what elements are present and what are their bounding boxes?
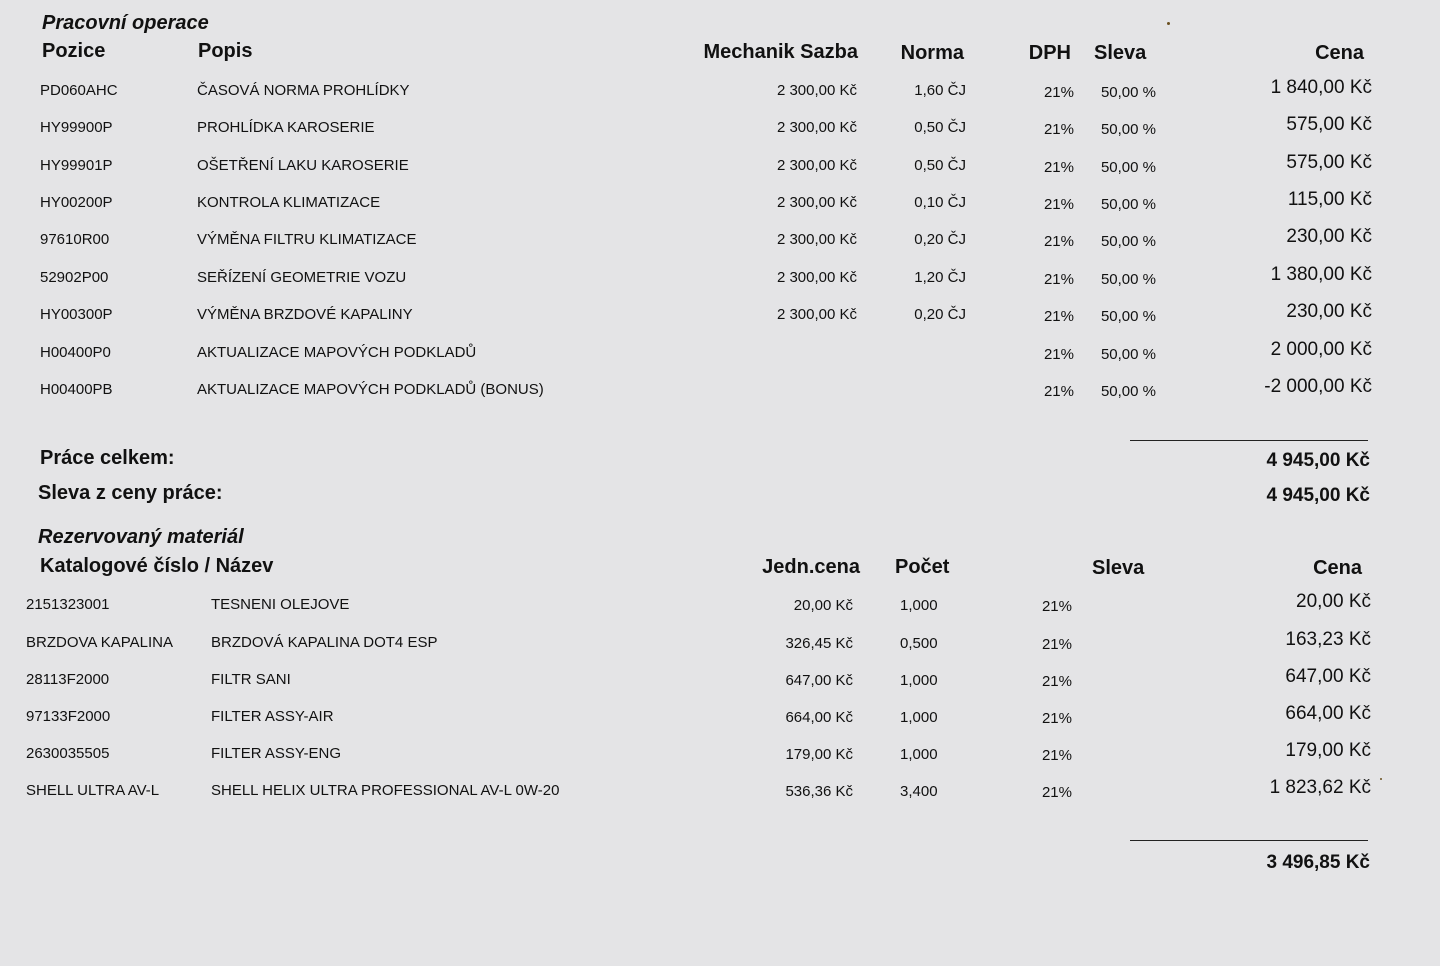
labor-price: 1 380,00 Kč	[1270, 264, 1372, 285]
header-description: Popis	[198, 40, 253, 62]
labor-norm: 1,60 ČJ	[914, 82, 966, 99]
labor-rate: 2 300,00 Kč	[776, 231, 857, 248]
header-norm: Norma	[900, 42, 964, 64]
material-vat: 21%	[1041, 784, 1072, 801]
labor-discount: 50,00 %	[1100, 271, 1156, 288]
labor-price: 230,00 Kč	[1286, 226, 1372, 247]
labor-code: HY99901P	[40, 157, 113, 174]
labor-discount: 50,00 %	[1100, 346, 1156, 363]
labor-discount-value: 4 945,00 Kč	[1266, 485, 1370, 506]
material-qty: 1,000	[900, 746, 938, 763]
header-material-price: Cena	[1313, 557, 1362, 579]
material-name: SHELL HELIX ULTRA PROFESSIONAL AV-L 0W-20	[211, 782, 560, 799]
labor-vat: 21%	[1043, 159, 1074, 176]
labor-vat: 21%	[1043, 346, 1074, 363]
material-qty: 1,000	[900, 597, 938, 614]
labor-norm: 1,20 ČJ	[914, 269, 966, 286]
material-qty: 3,400	[900, 783, 938, 800]
labor-description: ČASOVÁ NORMA PROHLÍDKY	[197, 82, 410, 99]
material-unit-price: 20,00 Kč	[793, 597, 853, 614]
labor-code: HY99900P	[40, 119, 113, 136]
labor-norm: 0,20 ČJ	[914, 231, 966, 248]
labor-description: VÝMĚNA BRZDOVÉ KAPALINY	[197, 306, 413, 323]
material-price: 163,23 Kč	[1285, 629, 1371, 650]
material-qty: 1,000	[900, 672, 938, 689]
labor-rate: 2 300,00 Kč	[776, 157, 857, 174]
header-unit-price: Jedn.cena	[762, 556, 860, 578]
labor-vat: 21%	[1043, 271, 1074, 288]
labor-description: SEŘÍZENÍ GEOMETRIE VOZU	[197, 269, 407, 286]
labor-total-divider	[1130, 440, 1368, 441]
material-code: SHELL ULTRA AV-L	[26, 782, 160, 799]
material-price: 20,00 Kč	[1296, 591, 1371, 612]
labor-price: 1 840,00 Kč	[1270, 77, 1372, 98]
material-price: 1 823,62 Kč	[1269, 777, 1371, 798]
material-qty: 1,000	[900, 709, 938, 726]
labor-discount: 50,00 %	[1100, 159, 1156, 176]
material-name: FILTR SANI	[211, 671, 291, 688]
labor-description: PROHLÍDKA KAROSERIE	[197, 119, 375, 136]
labor-price: 575,00 Kč	[1286, 114, 1372, 135]
labor-discount: 50,00 %	[1100, 383, 1156, 400]
material-price: 647,00 Kč	[1285, 666, 1371, 687]
labor-section-title: Pracovní operace	[42, 12, 209, 34]
header-price: Cena	[1315, 42, 1364, 64]
labor-norm: 0,20 ČJ	[914, 306, 966, 323]
material-code: 28113F2000	[26, 671, 110, 688]
labor-vat: 21%	[1043, 308, 1074, 325]
labor-rate: 2 300,00 Kč	[776, 269, 857, 286]
labor-discount-label: Sleva z ceny práce:	[38, 482, 223, 504]
header-material-discount: Sleva	[1092, 557, 1145, 579]
material-total-value: 3 496,85 Kč	[1266, 852, 1370, 873]
labor-rate: 2 300,00 Kč	[776, 306, 857, 323]
header-qty: Počet	[895, 556, 950, 578]
labor-code: 52902P00	[40, 269, 109, 286]
material-name: BRZDOVÁ KAPALINA DOT4 ESP	[211, 634, 438, 651]
labor-discount: 50,00 %	[1100, 233, 1156, 250]
labor-discount: 50,00 %	[1100, 121, 1156, 138]
material-vat: 21%	[1041, 673, 1072, 690]
material-unit-price: 326,45 Kč	[785, 635, 853, 652]
labor-discount: 50,00 %	[1100, 308, 1156, 325]
labor-price: 230,00 Kč	[1286, 301, 1372, 322]
material-vat: 21%	[1041, 598, 1072, 615]
labor-description: OŠETŘENÍ LAKU KAROSERIE	[197, 157, 409, 174]
labor-vat: 21%	[1043, 84, 1074, 101]
material-code: BRZDOVA KAPALINA	[26, 634, 173, 651]
scan-speck	[1167, 22, 1170, 25]
labor-norm: 0,50 ČJ	[914, 119, 966, 136]
labor-discount: 50,00 %	[1100, 84, 1156, 101]
material-vat: 21%	[1041, 636, 1072, 653]
material-name: FILTER ASSY-ENG	[211, 745, 342, 762]
labor-price: -2 000,00 Kč	[1264, 376, 1372, 397]
material-unit-price: 664,00 Kč	[785, 709, 853, 726]
labor-vat: 21%	[1043, 196, 1074, 213]
labor-code: H00400P0	[40, 344, 111, 361]
header-discount: Sleva	[1094, 42, 1147, 64]
labor-total-label: Práce celkem:	[40, 447, 175, 469]
labor-rate: 2 300,00 Kč	[776, 119, 857, 136]
labor-vat: 21%	[1043, 233, 1074, 250]
material-price: 664,00 Kč	[1285, 703, 1371, 724]
scan-speck	[1380, 778, 1382, 780]
labor-description: KONTROLA KLIMATIZACE	[197, 194, 381, 211]
labor-code: 97610R00	[40, 231, 110, 248]
material-name: FILTER ASSY-AIR	[211, 708, 334, 725]
material-unit-price: 647,00 Kč	[785, 672, 853, 689]
labor-norm: 0,10 ČJ	[914, 194, 966, 211]
material-unit-price: 179,00 Kč	[785, 746, 853, 763]
material-code: 2151323001	[26, 596, 110, 613]
header-rate: Mechanik Sazba	[703, 41, 858, 63]
labor-code: HY00200P	[40, 194, 113, 211]
labor-norm: 0,50 ČJ	[914, 157, 966, 174]
material-vat: 21%	[1041, 710, 1072, 727]
labor-total-value: 4 945,00 Kč	[1266, 450, 1370, 471]
labor-code: H00400PB	[40, 381, 113, 398]
material-unit-price: 536,36 Kč	[785, 783, 853, 800]
labor-rate: 2 300,00 Kč	[776, 82, 857, 99]
labor-price: 115,00 Kč	[1287, 189, 1372, 210]
labor-vat: 21%	[1043, 383, 1074, 400]
material-section-title: Rezervovaný materiál	[38, 526, 244, 548]
material-name: TESNENI OLEJOVE	[211, 596, 350, 613]
labor-code: HY00300P	[40, 306, 113, 323]
labor-description: VÝMĚNA FILTRU KLIMATIZACE	[197, 231, 417, 248]
labor-description: AKTUALIZACE MAPOVÝCH PODKLADŮ	[197, 344, 477, 361]
header-catalog: Katalogové číslo / Název	[40, 555, 274, 577]
labor-rate: 2 300,00 Kč	[776, 194, 857, 211]
material-vat: 21%	[1041, 747, 1072, 764]
material-qty: 0,500	[900, 635, 938, 652]
labor-vat: 21%	[1043, 121, 1074, 138]
labor-discount: 50,00 %	[1100, 196, 1156, 213]
header-position: Pozice	[42, 40, 106, 62]
material-total-divider	[1130, 840, 1368, 841]
material-code: 2630035505	[26, 745, 110, 762]
labor-price: 2 000,00 Kč	[1270, 339, 1372, 360]
labor-price: 575,00 Kč	[1286, 152, 1372, 173]
material-price: 179,00 Kč	[1285, 740, 1371, 761]
material-code: 97133F2000	[26, 708, 111, 725]
labor-description: AKTUALIZACE MAPOVÝCH PODKLADŮ (BONUS)	[197, 381, 544, 398]
header-vat: DPH	[1028, 42, 1071, 64]
labor-code: PD060AHC	[40, 82, 118, 99]
